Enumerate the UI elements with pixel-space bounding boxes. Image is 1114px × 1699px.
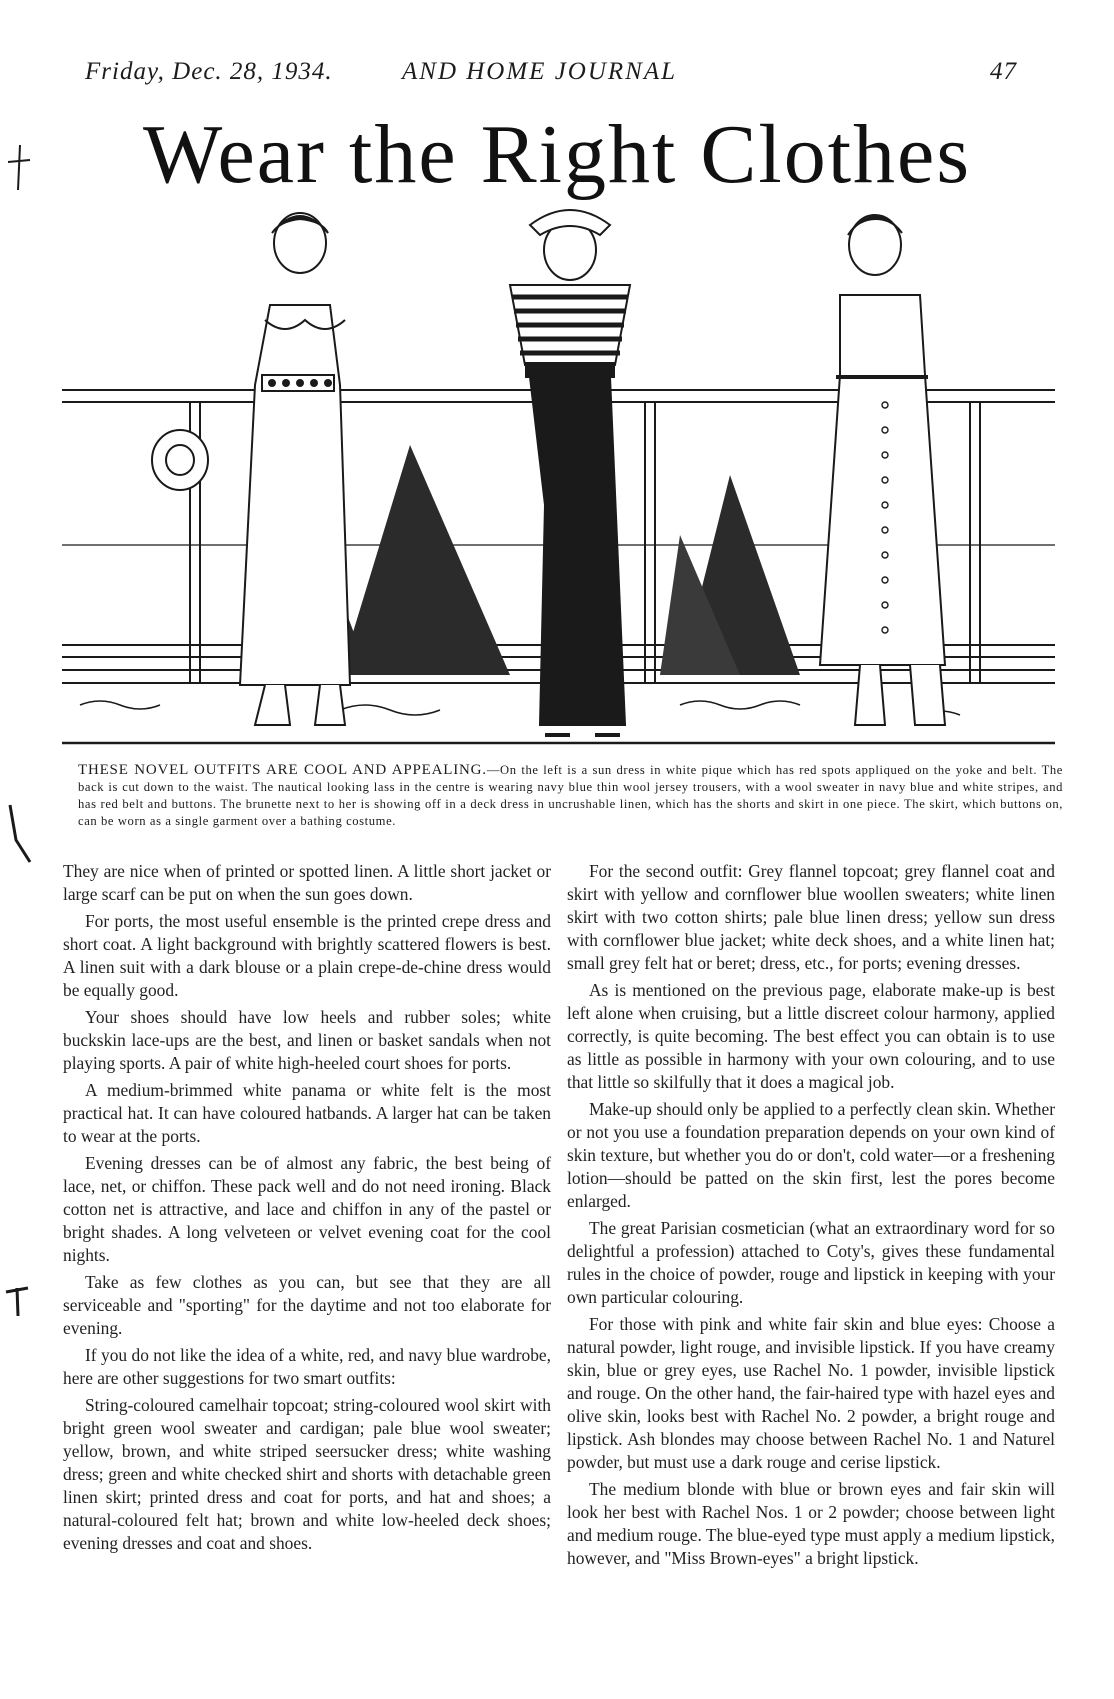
fashion-illustration — [40, 205, 1080, 755]
paragraph: If you do not like the idea of a white, red, and navy blue wardrobe, here are other suggestions for two smart outfits: — [63, 1345, 551, 1388]
margin-mark — [2, 1280, 32, 1320]
paragraph: Evening dresses can be of almost any fabric, the best being of lace, net, or chiffon. These pack well and do not need ironing. Black cotton net is attractive, and lace and chiffon in any of the pastel or bright shades. A long velveteen or velvet evening coat for the cool nights. — [63, 1153, 551, 1265]
paragraph: The great Parisian cosmetician (what an extraordinary word for so delightful a profession) attached to Coty's, gives these fundamental rules in the choice of powder, rouge and lipstick in keeping with your own particular colouring. — [567, 1218, 1055, 1307]
paragraph: Your shoes should have low heels and rubber soles; white buckskin lace-ups are the best, and linen or basket sandals when not playing sports. A pair of white high-heeled court shoes for ports. — [63, 1007, 551, 1073]
illustration-caption — [78, 762, 1063, 830]
paragraph: For ports, the most useful ensemble is the printed crepe dress and short coat. A light background with brightly scattered flowers is best. A linen suit with a dark blouse or a plain crepe-de-chine dress would be equally good. — [63, 911, 551, 1000]
sea-waves — [80, 701, 960, 715]
illustration-drawing — [40, 205, 1080, 755]
caption-body: —On the left is a sun dress in white pique which has red spots appliqued on the yoke and belt. The back is cut down to the waist. The nautical looking lass in the centre is wearing navy blue thin wool jersey trousers, with a wool sweater in navy blue and white stripes, and has red belt and buttons. The brunette next to her is showing off in a deck dress in uncrushable linen, which has the shorts and skirt in one piece. The skirt, which buttons on, can be worn as a single garment over a bathing costume. — [78, 763, 1063, 828]
paragraph: They are nice when of printed or spotted linen. A little short jacket or large scarf can be put on when the sun goes down. — [63, 861, 551, 904]
journal-name: AND HOME JOURNAL — [402, 58, 678, 85]
margin-mark — [2, 800, 32, 870]
margin-mark — [2, 140, 32, 200]
article-column-left — [63, 860, 551, 1559]
page-header — [0, 58, 1114, 88]
article-title: Wear the Right Clothes — [142, 108, 972, 201]
paragraph: For the second outfit: Grey flannel topcoat; grey flannel coat and skirt with yellow and cornflower blue woollen sweaters; white linen skirt with two cotton shirts; pale blue linen dress; yellow sun dress with cornflower blue jacket; white deck shoes, and a white linen hat; small grey felt hat or beret; dress, etc., for ports; evening dresses. — [567, 861, 1055, 973]
paragraph: A medium-brimmed white panama or white felt is the most practical hat. It can have coloured hatbands. A larger hat can be taken to wear at the ports. — [63, 1080, 551, 1146]
paragraph: String-coloured camelhair topcoat; string-coloured wool skirt with bright green wool sweater and cardigan; pale blue wool sweater; yellow, brown, and white striped seersucker dress; white washing dress; green and white checked shirt and shorts with detachable green linen skirt; printed dress and coat for ports, and hat and shoes; a natural-coloured felt hat; brown and white low-heeled deck shoes; evening dresses and coat and shoes. — [63, 1395, 551, 1553]
figure-right-deck-dress — [820, 215, 945, 725]
paragraph: The medium blonde with blue or brown eyes and fair skin will look her best with Rachel Nos. 1 or 2 powder; choose between light and medium rouge. The blue-eyed type must apply a medium lipstick, however, and "Miss Brown-eyes" a bright lipstick. — [567, 1479, 1055, 1568]
paragraph: As is mentioned on the previous page, elaborate make-up is best left alone when cruising, but a little discreet colour harmony, applied correctly, is quite becoming. The best effect you can obtain is to use as little as possible in harmony with your own colouring, and to use that little so skilfully that it does a magical job. — [567, 980, 1055, 1092]
issue-date: Friday, Dec. 28, 1934. — [85, 58, 333, 85]
paragraph: Make-up should only be applied to a perfectly clean skin. Whether or not you use a foundation preparation depends on your own kind of skin texture, but whether you do or don't, cold water—or a freshening lotion—should be patted on the skin first, lest the pores become enlarged. — [567, 1099, 1055, 1211]
paragraph: For those with pink and white fair skin and blue eyes: Choose a natural powder, light rouge, and invisible lipstick. If you have creamy skin, blue or grey eyes, use Rachel No. 1 powder, invisible lipstick and rouge. On the other hand, the fair-haired type with hazel eyes and olive skin, looks best with Rachel No. 2 powder, a bright rouge and lipstick. Ash blondes may choose between Rachel No. 1 and Naturel powder, but must use a dark rouge and cerise lipstick. — [567, 1314, 1055, 1472]
article-column-right — [567, 860, 1055, 1574]
paragraph: Take as few clothes as you can, but see that they are all serviceable and "sporting" for the daytime and not too elaborate for evening. — [63, 1272, 551, 1338]
page-number: 47 — [990, 58, 1017, 85]
caption-lead: THESE NOVEL OUTFITS ARE COOL AND APPEALING. — [78, 762, 487, 778]
figure-left-sun-dress — [152, 213, 350, 725]
